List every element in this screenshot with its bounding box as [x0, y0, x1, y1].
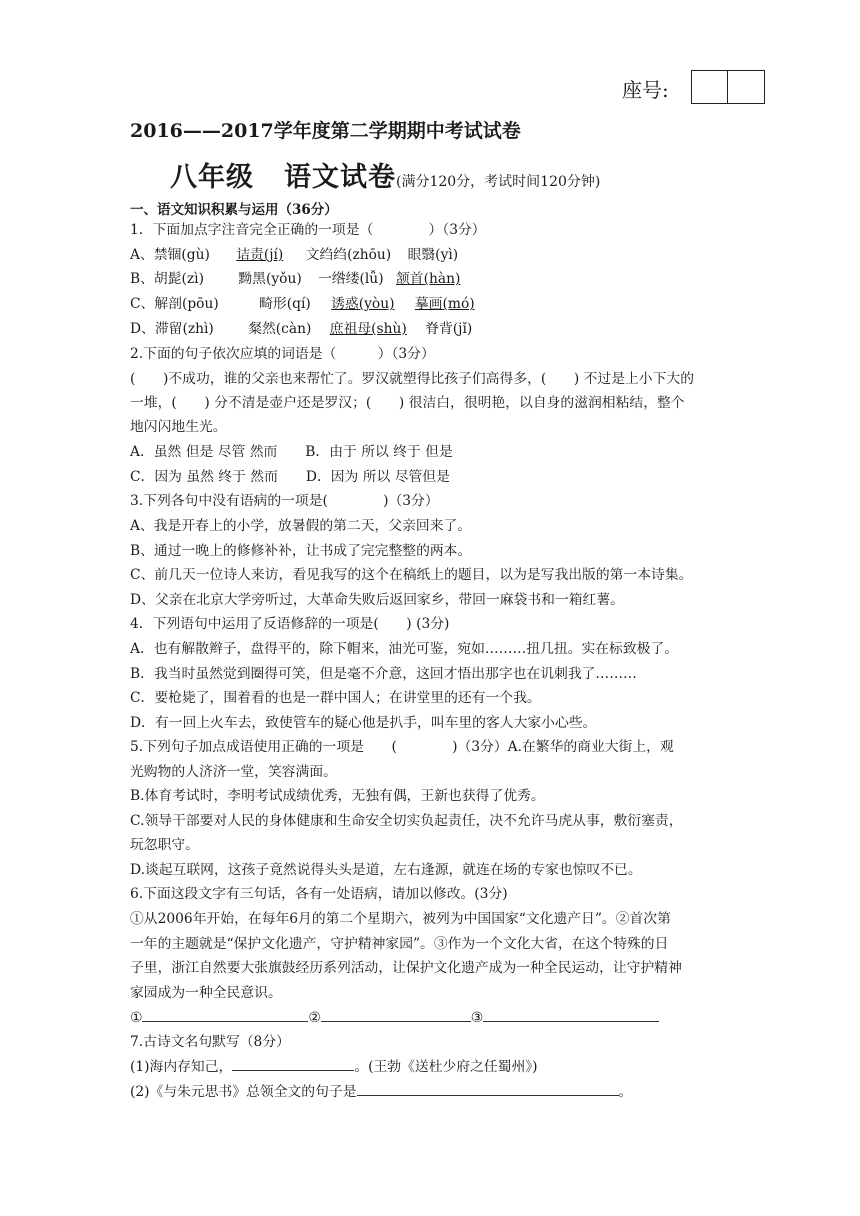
- q6-mark-3: ③: [470, 1010, 484, 1026]
- q1-option-c: [130, 293, 475, 315]
- q1-c-word-3: 诱惑(yòu): [331, 296, 395, 312]
- q2-option-a: A．虽然 但是 尽管 然而: [130, 444, 278, 460]
- q2-option-c: C．因为 虽然 终于 然而: [130, 469, 278, 485]
- q1-stem: 1．下面加点字注音完全正确的一项是（ ）（3分）: [130, 222, 486, 238]
- q1-d-word-1: D、滞留(zhì): [130, 321, 214, 337]
- q3-option-a: A、我是开春上的小学，放暑假的第二天，父亲回来了。: [130, 518, 472, 534]
- q1-c-word-2: 畸形(qí): [259, 296, 311, 312]
- q5-line-4: C.领导干部要对人民的身体健康和生命安全切实负起责任，决不允许马虎从事，敷衍塞责，: [130, 813, 683, 829]
- q2-body-line-2: 一堆，( ) 分不清是壶户还是罗汉；( ) 很洁白，很明艳，以自身的滋润相粘结，整个: [130, 395, 685, 411]
- q5-line-6: D.谈起互联网，这孩子竟然说得头头是道，左右逢源，就连在场的专家也惊叹不已。: [130, 862, 642, 878]
- q6-answer-blank-1[interactable]: [142, 1006, 308, 1022]
- q1-option-b: [130, 268, 460, 290]
- q2-options-row-2: [130, 466, 450, 488]
- paper-title: [170, 155, 600, 194]
- q1-b-word-3: 一绺缕(lǚ): [318, 271, 384, 287]
- q2-option-d: D．因为 所以 尽管但是: [305, 469, 450, 485]
- q6-mark-2: ②: [308, 1010, 321, 1026]
- q3-stem: 3.下列各句中没有语病的一项是( )（3分）: [130, 493, 439, 509]
- q5-line-1: 5.下列句子加点成语使用正确的一项是 ( )（3分）A.在繁华的商业大街上，观: [130, 739, 674, 755]
- q6-answer-row: [130, 1006, 659, 1029]
- q1-c-word-4: 摹画(mó): [414, 296, 475, 312]
- q1-b-word-1: B、胡髭(zì): [130, 271, 204, 287]
- q1-d-word-3: 庶祖母(shù): [329, 321, 407, 337]
- q6-mark-1: ①: [130, 1010, 143, 1026]
- q4-option-b: B．我当时虽然觉到圈得可笑，但是毫不介意，这回才悟出那字也在讥刺我了………: [130, 666, 637, 682]
- section-heading: 一、语文知识积累与运用（36分）: [130, 202, 338, 218]
- q2-options-row-1: [130, 441, 453, 463]
- q7-item2-prefix: (2)《与朱元思书》总领全文的句子是: [130, 1084, 357, 1100]
- q1-a-word-2: 诘责(jí): [236, 247, 284, 263]
- q1-d-word-4: 脊背(jǐ): [425, 321, 473, 337]
- seat-box-1[interactable]: [691, 70, 728, 104]
- q3-option-d: D、父亲在北京大学旁听过，大革命失败后返回家乡，带回一麻袋书和一箱红薯。: [130, 592, 624, 608]
- score-time-note: (满分120分，考试时间120分钟): [396, 174, 601, 190]
- q4-option-d: D．有一回上火车去，致使管车的疑心他是扒手，叫车里的客人大家小心些。: [130, 715, 597, 731]
- q2-stem: 2.下面的句子依次应填的词语是（ ）（3分）: [130, 346, 435, 362]
- q1-a-word-1: A、禁锢(gù): [130, 247, 210, 263]
- q1-b-word-2: 黝黑(yǒu): [238, 271, 302, 287]
- q6-stem: 6.下面这段文字有三句话，各有一处语病，请加以修改。(3分): [130, 886, 508, 902]
- q1-option-d: [130, 318, 472, 340]
- q6-body-line-3: 子里，浙江自然要大张旗鼓经历系列活动，让保护文化遗产成为一种全民运动，让守护精神: [130, 960, 682, 976]
- q7-item2-suffix: 。: [618, 1084, 633, 1100]
- q1-b-word-4: 颔首(hàn): [395, 271, 461, 287]
- q6-body-line-4: 家园成为一种全民意识。: [130, 985, 282, 1001]
- subject-label: 语文试卷: [284, 162, 396, 193]
- q2-option-b: B．由于 所以 终于 但是: [305, 444, 453, 460]
- q4-option-c: C．要枪毙了，围着看的也是一群中国人；在讲堂里的还有一个我。: [130, 690, 541, 706]
- q7-item2-blank[interactable]: [357, 1080, 619, 1096]
- q5-line-5: 玩忽职守。: [130, 837, 199, 853]
- seat-box-2[interactable]: [728, 70, 765, 104]
- q2-body-line-3: 地闪闪地生光。: [130, 419, 227, 435]
- q7-item-1: [130, 1055, 538, 1078]
- q7-item-2: [130, 1080, 632, 1103]
- q5-line-2: 光购物的人济济一堂，笑容满面。: [130, 764, 337, 780]
- q3-option-c: C、前几天一位诗人来访，看见我写的这个在稿纸上的题目，以为是写我出版的第一本诗集。: [130, 567, 693, 583]
- grade-label: 八年级: [170, 162, 254, 193]
- q6-body-line-2: 一年的主题就是“保护文化遗产，守护精神家园”。③作为一个文化大省，在这个特殊的日: [130, 936, 669, 952]
- q5-line-3: B.体育考试时，李明考试成绩优秀，无独有偶，王新也获得了优秀。: [130, 788, 545, 804]
- q6-answer-blank-2[interactable]: [321, 1006, 471, 1022]
- q1-a-word-4: 眼翳(yì): [407, 247, 459, 263]
- q7-item1-blank[interactable]: [232, 1055, 354, 1071]
- seat-label: 座号:: [622, 78, 669, 102]
- q7-item1-prefix: (1)海内存知己，: [130, 1059, 233, 1075]
- q1-d-word-2: 粲然(càn): [248, 321, 312, 337]
- exam-title: 2016——2017学年度第二学期期中考试试卷: [130, 120, 521, 142]
- q4-option-a: A．也有解散辫子，盘得平的，除下帽来，油光可鉴，宛如………扭几扭。实在标致极了。: [130, 641, 679, 657]
- q7-stem: 7.古诗文名句默写（8分）: [130, 1034, 290, 1050]
- q6-body-line-1: ①从2006年开始，在每年6月的第二个星期六，被列为中国国家“文化遗产日”。②首次第: [130, 911, 671, 927]
- q3-option-b: B、通过一晚上的修修补补，让书成了完完整整的两本。: [130, 543, 472, 559]
- q6-answer-blank-3[interactable]: [483, 1006, 659, 1022]
- q4-stem: 4．下列语句中运用了反语修辞的一项是( ) (3分): [130, 616, 450, 632]
- q7-item1-source: 。(王勃《送杜少府之任蜀州》): [354, 1059, 538, 1075]
- q1-option-a: [130, 244, 458, 266]
- q1-c-word-1: C、解剖(pōu): [130, 296, 219, 312]
- q1-a-word-3: 文绉绉(zhōu): [305, 247, 392, 263]
- q2-body-line-1: ( )不成功，谁的父亲也来帮忙了。罗汉就塑得比孩子们高得多，( ) 不过是上小下大的: [130, 371, 694, 387]
